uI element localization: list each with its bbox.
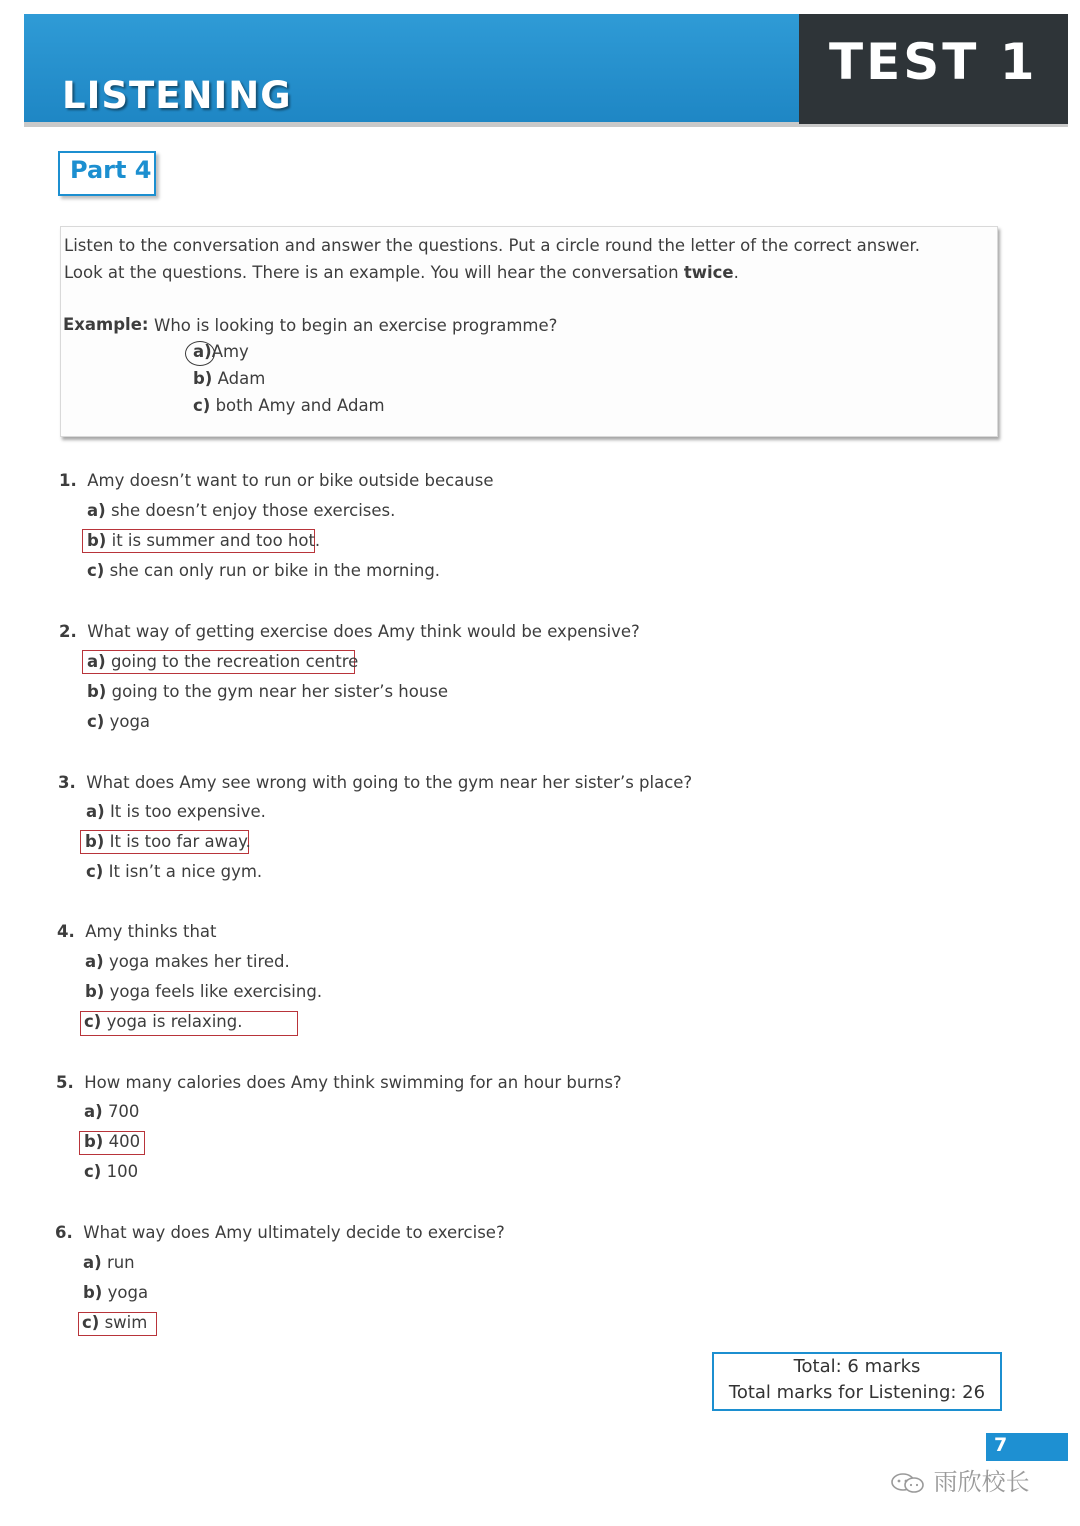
- question-1: 1. Amy doesn’t want to run or bike outside because: [59, 471, 494, 490]
- question-3: 3. What does Amy see wrong with going to the gym near her sister’s place?: [58, 773, 693, 792]
- question-option: c) 100: [84, 1162, 139, 1181]
- test-title: TEST 1: [829, 33, 1038, 91]
- question-option: a) yoga makes her tired.: [85, 952, 290, 971]
- watermark-text: 雨欣校长: [933, 1468, 1030, 1496]
- part-total: Total: 6 marks: [793, 1356, 921, 1377]
- example-option: b) Adam: [193, 369, 266, 388]
- question-option: a) she doesn’t enjoy those exercises.: [87, 501, 396, 520]
- section-title: LISTENING: [62, 74, 292, 117]
- question-option: b) yoga: [83, 1283, 149, 1302]
- question-option-selected: b) it is summer and too hot.: [87, 531, 321, 550]
- example-label: Example:: [63, 315, 149, 334]
- example-question: Who is looking to begin an exercise programme?: [154, 316, 558, 335]
- question-option: b) going to the gym near her sister’s house: [87, 682, 449, 701]
- question-6: 6. What way does Amy ultimately decide to exercise?: [55, 1223, 505, 1242]
- question-option-selected: a) going to the recreation centre: [87, 652, 359, 671]
- example-option: c) both Amy and Adam: [193, 396, 385, 415]
- question-option: c) yoga: [87, 712, 151, 731]
- question-2: 2. What way of getting exercise does Amy think would be expensive?: [59, 622, 640, 641]
- instructions-line-1: Listen to the conversation and answer the questions. Put a circle round the letter of the correct answer.: [64, 236, 920, 255]
- instructions-bold-word: twice: [683, 263, 734, 282]
- question-option: a) It is too expensive.: [86, 802, 266, 821]
- question-option: a) 700: [84, 1102, 140, 1121]
- question-option-selected: b) 400: [84, 1132, 141, 1151]
- question-option: c) she can only run or bike in the morning.: [87, 561, 441, 580]
- listening-total: Total marks for Listening: 26: [728, 1382, 986, 1403]
- page-number: 7: [994, 1434, 1008, 1456]
- example-option: a)Amy: [193, 342, 249, 361]
- chat-bubbles-icon: [890, 1472, 926, 1494]
- question-option-selected: c) yoga is relaxing.: [84, 1012, 243, 1031]
- question-option-selected: b) It is too far away.: [85, 832, 251, 851]
- question-option: c) It isn’t a nice gym.: [86, 862, 263, 881]
- question-option-selected: c) swim: [82, 1313, 148, 1332]
- question-option: a) run: [83, 1253, 135, 1272]
- question-5: 5. How many calories does Amy think swimming for an hour burns?: [56, 1073, 622, 1092]
- instructions-line-2: Look at the questions. There is an example. You will hear the conversation twice.: [64, 263, 739, 282]
- watermark: [890, 1462, 1030, 1497]
- question-4: 4. Amy thinks that: [57, 922, 217, 941]
- question-option: b) yoga feels like exercising.: [85, 982, 323, 1001]
- part-label: Part 4: [70, 156, 152, 184]
